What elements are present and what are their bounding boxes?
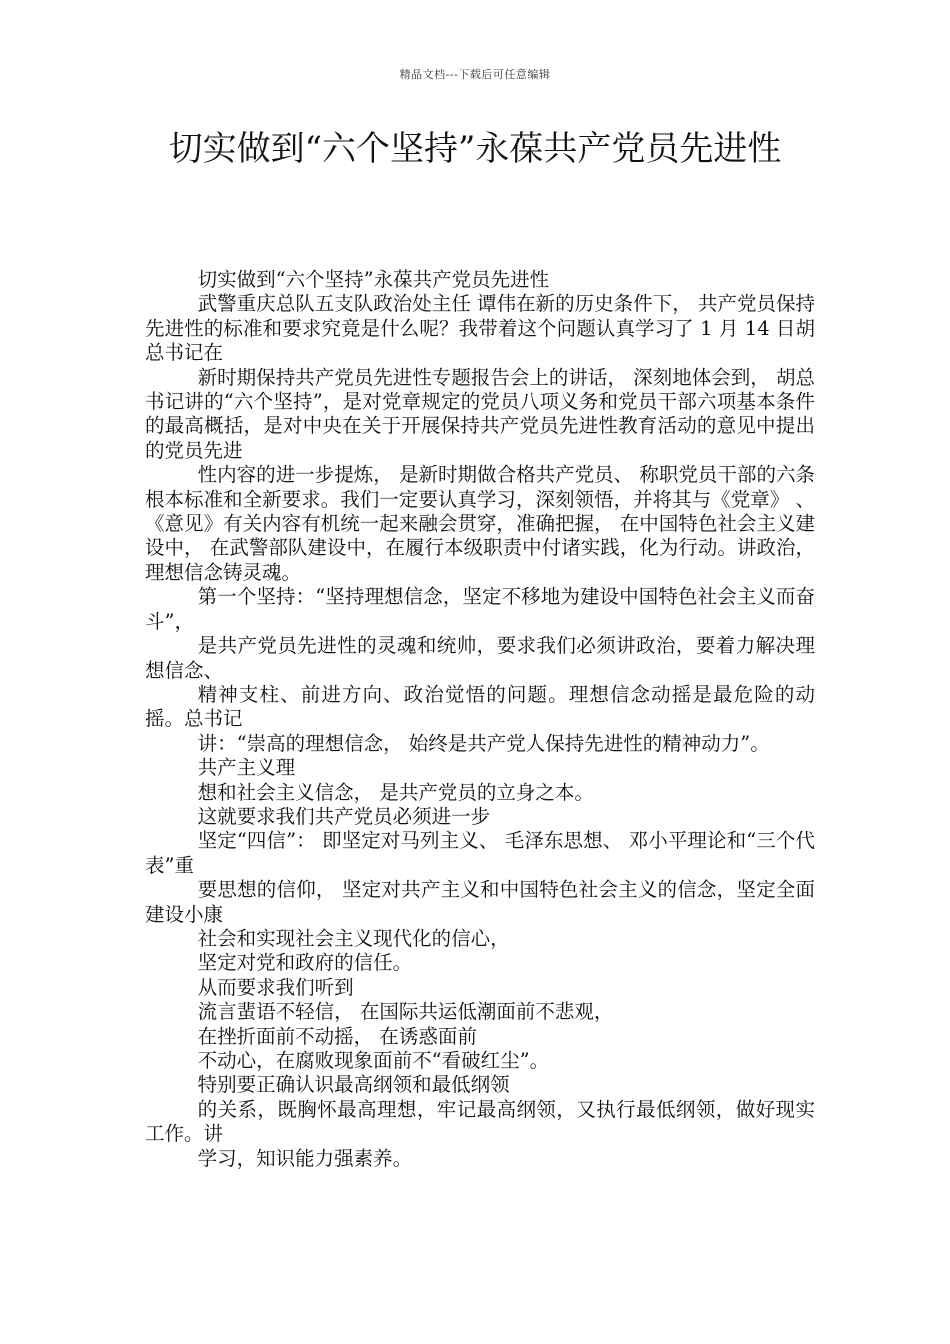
paragraph: 不动心，在腐败现象面前不“看破红尘”。 — [197, 1049, 550, 1072]
paragraph: 切实做到“六个坚持”永葆共产党员先进性 — [197, 268, 550, 291]
paragraph: 流言蜚语不轻信， 在国际共运低潮面前不悲观， — [197, 1000, 614, 1024]
paragraph: 武警重庆总队五支队政治处主任 谭伟在新的历史条件下， 共产党员保持先进性的标准和要求究竟是什么呢？我带着这个问题认真学习了 1 月 14 日胡总书记在 — [145, 292, 815, 365]
paragraph: 性内容的进一步提炼， 是新时期做合格共产党员、 称职党员干部的六条根本标准和全新要求。我们一定要认真学习，深刻领悟，并将其与《党章》 、《意见》有关内容有机统一起来融会贯穿，准确把握， 在中国特色社会主义建设中， 在武警部队建设中，在履行本级职责中付诸实践，化为行动。讲政治，理想信念铸灵魂。 — [145, 463, 815, 584]
paragraph: 精神支柱、前进方向、政治觉悟的问题。理想信念动摇是最危险的动摇。总书记 — [145, 682, 815, 731]
paragraph: 第一个坚持：“坚持理想信念，坚定不移地为建设中国特色社会主义而奋斗”， — [145, 585, 815, 633]
paragraph: 这就要求我们共产党员必须进一步 — [197, 804, 491, 828]
document-title: 切实做到“六个坚持”永葆共产党员先进性 — [168, 129, 782, 169]
paragraph: 新时期保持共产党员先进性专题报告会上的讲话， 深刻地体会到， 胡总书记讲的“六个坚持”，是对党章规定的党员八项义务和党员干部六项基本条件的最高概括，是对中央在关于开展保持共产党员先进性教育活动的意见中提出的党员先进 — [145, 365, 815, 462]
paragraph: 社会和实现社会主义现代化的信心， — [197, 926, 510, 950]
paragraph: 讲：“崇高的理想信念， 始终是共产党人保持先进性的精神动力”。 — [197, 731, 770, 755]
paragraph: 想和社会主义信念， 是共产党员的立身之本。 — [197, 780, 594, 804]
paragraph: 在挫折面前不动摇， 在诱惑面前 — [197, 1024, 477, 1048]
paragraph: 的关系，既胸怀最高理想，牢记最高纲领，又执行最低纲领，做好现实工作。讲 — [145, 1097, 815, 1146]
document-body — [145, 268, 815, 1171]
paragraph: 要思想的信仰， 坚定对共产主义和中国特色社会主义的信念，坚定全面建设小康 — [145, 878, 815, 926]
paragraph: 是共产党员先进性的灵魂和统帅，要求我们必须讲政治，要着力解决理想信念、 — [145, 634, 815, 682]
header-note: 精品文档---下载后可任意编辑 — [399, 68, 551, 81]
paragraph: 从而要求我们听到 — [197, 975, 354, 999]
paragraph: 共产主义理 — [197, 756, 296, 780]
paragraph: 坚定对党和政府的信任。 — [197, 951, 413, 975]
paragraph: 学习，知识能力强素养。 — [197, 1146, 413, 1170]
paragraph: 坚定“四信”： 即坚定对马列主义、 毛泽东思想、 邓小平理论和“三个代表”重 — [145, 829, 815, 877]
paragraph: 特别要正确认识最高纲领和最低纲领 — [197, 1073, 510, 1097]
